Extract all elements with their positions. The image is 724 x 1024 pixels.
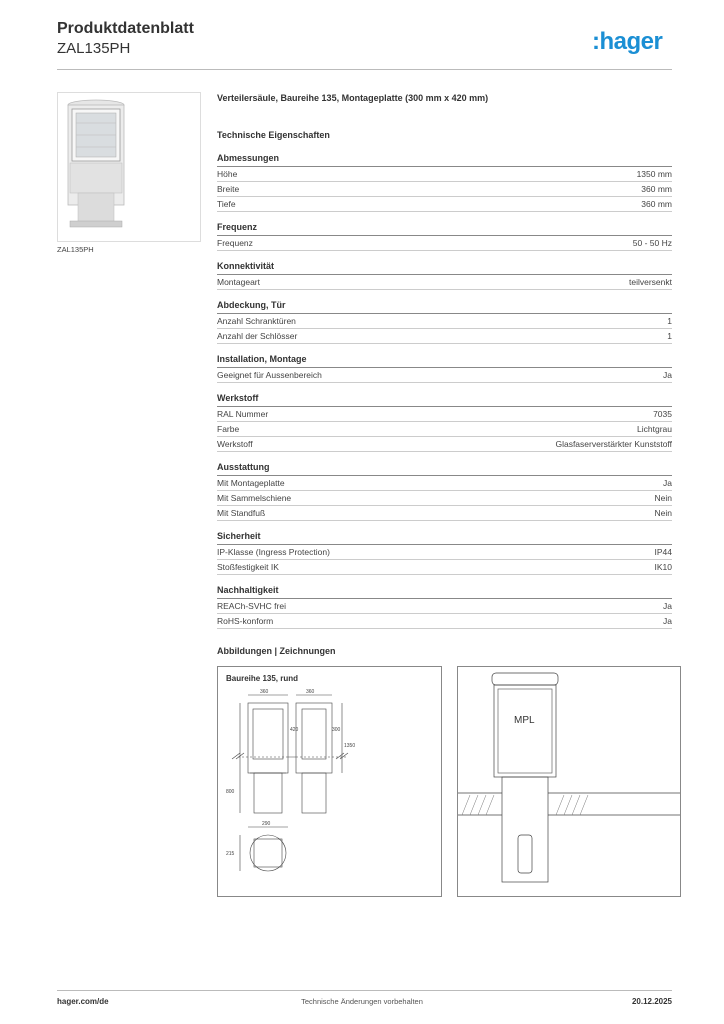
spec-value: Ja: [663, 616, 672, 626]
spec-value: IK10: [654, 562, 672, 572]
spec-label: Farbe: [217, 424, 240, 434]
header-divider: [57, 69, 672, 70]
spec-value: teilversenkt: [629, 277, 672, 287]
spec-row: [217, 437, 672, 452]
spec-label: Werkstoff: [217, 439, 253, 449]
section-title: Abdeckung, Tür: [217, 300, 672, 314]
footer-date: 20.12.2025: [631, 997, 672, 1006]
spec-value: Nein: [654, 508, 672, 518]
spec-label: Geeignet für Aussenbereich: [217, 370, 322, 380]
spec-label: Montageart: [217, 277, 260, 287]
spec-section: [217, 393, 672, 452]
section-title: Konnektivität: [217, 261, 672, 275]
drawing-caption: Baureihe 135, rund: [226, 674, 299, 683]
spec-label: RAL Nummer: [217, 409, 269, 419]
spec-row: [217, 314, 672, 329]
spec-value: 7035: [653, 409, 672, 419]
spec-section: [217, 300, 672, 344]
spec-row: [217, 167, 672, 182]
spec-label: Mit Sammelschiene: [217, 493, 292, 503]
spec-value: 50 - 50 Hz: [632, 238, 672, 248]
spec-label: Frequenz: [217, 238, 253, 248]
spec-label: REACh-SVHC frei: [217, 601, 286, 611]
spec-section: [217, 531, 672, 575]
installation-drawing-svg: [458, 667, 680, 896]
product-photo: [57, 92, 201, 242]
spec-label: Mit Standfuß: [217, 508, 266, 518]
spec-row: [217, 560, 672, 575]
footer-divider: [57, 990, 672, 991]
spec-label: Mit Montageplatte: [217, 478, 285, 488]
dim-width-side: 360: [306, 689, 315, 695]
spec-row: [217, 407, 672, 422]
footer-website[interactable]: hager.com/de: [57, 997, 109, 1006]
spec-row: [217, 197, 672, 212]
spec-section: [217, 462, 672, 521]
dim-cabinet-height: 420: [290, 727, 299, 733]
spec-row: [217, 614, 672, 629]
spec-value: IP44: [654, 547, 672, 557]
section-title: Nachhaltigkeit: [217, 585, 672, 599]
spec-row: [217, 506, 672, 521]
spec-row: [217, 476, 672, 491]
spec-label: Anzahl Schranktüren: [217, 316, 296, 326]
spec-row: [217, 236, 672, 251]
spec-value: Glasfaserverstärkter Kunststoff: [555, 439, 672, 449]
dim-foot-width: 290: [262, 821, 271, 827]
installation-drawing: [457, 666, 681, 897]
spec-value: Lichtgrau: [637, 424, 672, 434]
spec-label: Tiefe: [217, 199, 236, 209]
section-title: Frequenz: [217, 222, 672, 236]
product-description: Verteilersäule, Baureihe 135, Montageplatte (300 mm x 420 mm): [217, 93, 489, 103]
spec-content: [217, 93, 672, 639]
dimension-drawing-svg: [218, 667, 441, 896]
section-title: Installation, Montage: [217, 354, 672, 368]
spec-row: [217, 182, 672, 197]
section-title: Werkstoff: [217, 393, 672, 407]
spec-value: Ja: [663, 478, 672, 488]
spec-label: Stoßfestigkeit IK: [217, 562, 279, 572]
page-title: Produktdatenblatt: [57, 20, 194, 37]
dim-width-front: 360: [260, 689, 269, 695]
spec-label: Höhe: [217, 169, 238, 179]
hager-logo: :hager: [592, 28, 663, 55]
spec-label: Anzahl der Schlösser: [217, 331, 298, 341]
section-title: Ausstattung: [217, 462, 672, 476]
spec-value: 1350 mm: [636, 169, 672, 179]
spec-label: RoHS-konform: [217, 616, 274, 626]
dim-plate-height: 300: [332, 727, 341, 733]
spec-value: Nein: [654, 493, 672, 503]
mpl-label: MPL: [514, 715, 535, 726]
spec-section: [217, 354, 672, 383]
spec-value: 1: [667, 316, 672, 326]
spec-row: [217, 599, 672, 614]
spec-section: [217, 153, 672, 212]
spec-section: [217, 222, 672, 251]
spec-row: [217, 275, 672, 290]
distribution-column-photo-icon: [58, 93, 200, 241]
dimension-drawing: [217, 666, 442, 897]
dim-foot-side: 215: [226, 851, 235, 857]
spec-value: Ja: [663, 370, 672, 380]
spec-row: [217, 491, 672, 506]
spec-label: IP-Klasse (Ingress Protection): [217, 547, 330, 557]
spec-value: 360 mm: [641, 199, 672, 209]
section-title: Sicherheit: [217, 531, 672, 545]
dim-base-depth: 800: [226, 789, 235, 795]
photo-caption: ZAL135PH: [57, 245, 94, 254]
spec-label: Breite: [217, 184, 240, 194]
spec-section: [217, 261, 672, 290]
spec-value: Ja: [663, 601, 672, 611]
spec-value: 1: [667, 331, 672, 341]
spec-row: [217, 368, 672, 383]
dim-total-height: 1350: [344, 743, 356, 749]
spec-value: 360 mm: [641, 184, 672, 194]
spec-row: [217, 329, 672, 344]
spec-section: [217, 585, 672, 629]
section-title: Abmessungen: [217, 153, 672, 167]
spec-row: [217, 422, 672, 437]
footer-disclaimer: Technische Änderungen vorbehalten: [301, 997, 423, 1006]
spec-sections: [217, 153, 672, 629]
product-code: ZAL135PH: [57, 40, 131, 57]
drawings-title: Abbildungen | Zeichnungen: [217, 646, 336, 656]
spec-row: [217, 545, 672, 560]
tech-properties-heading: Technische Eigenschaften: [217, 130, 330, 140]
